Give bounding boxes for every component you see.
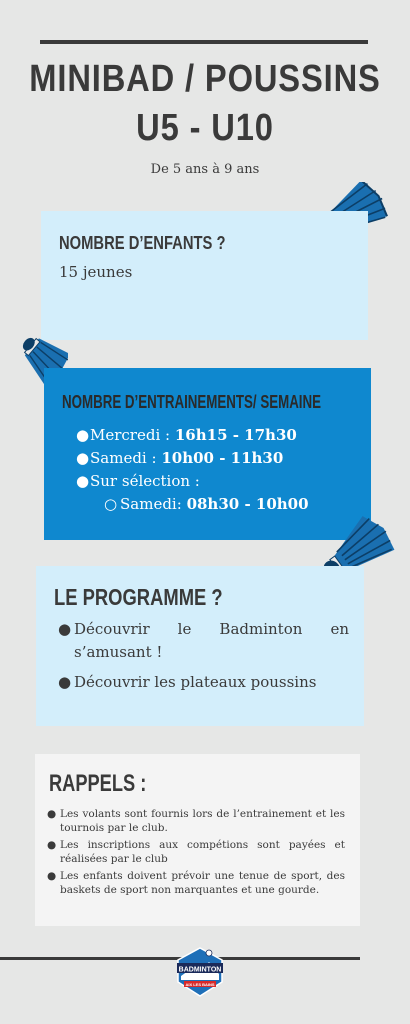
reminder-text: Les enfants doivent prévoir une tenue de sport, des baskets de sport non marquantes et une gourde. bbox=[60, 870, 345, 896]
club-logo bbox=[175, 946, 225, 998]
logo-subtext: AIX LES BAINS bbox=[185, 981, 215, 987]
schedule-day: Mercredi : bbox=[90, 426, 171, 444]
children-count-heading: NOMBRE D’ENFANTS ? bbox=[59, 233, 226, 253]
bullet-icon: ● bbox=[76, 472, 90, 490]
list-item bbox=[58, 671, 349, 694]
list-item bbox=[76, 470, 297, 493]
reminders-card bbox=[35, 754, 360, 926]
logo-text: BADMINTON bbox=[178, 966, 222, 974]
program-card bbox=[36, 566, 364, 726]
schedule-day: Sur sélection : bbox=[90, 472, 200, 490]
program-item-text: Découvrir le Badminton en s’amusant ! bbox=[74, 620, 349, 661]
page-title-line1: MINIBAD / POUSSINS bbox=[29, 58, 381, 100]
bullet-icon: ● bbox=[47, 808, 57, 820]
reminders-list bbox=[47, 807, 345, 900]
list-item bbox=[104, 493, 327, 516]
program-item-text: Découvrir les plateaux poussins bbox=[74, 673, 317, 691]
list-item bbox=[47, 838, 345, 866]
list-item bbox=[76, 424, 297, 447]
reminder-text: Les inscriptions aux compétions sont payées et réalisées par le club bbox=[60, 839, 345, 865]
schedule-time: 08h30 - 10h00 bbox=[186, 495, 309, 513]
children-count-card bbox=[41, 211, 368, 340]
bullet-icon: ● bbox=[58, 620, 72, 638]
hollow-bullet-icon: ○ bbox=[104, 495, 118, 513]
top-divider bbox=[40, 40, 368, 44]
page-title-line2: U5 - U10 bbox=[136, 107, 274, 149]
reminders-heading: RAPPELS : bbox=[49, 770, 147, 797]
training-schedule-heading: NOMBRE D’ENTRAINEMENTS/ SEMAINE bbox=[62, 392, 322, 412]
bullet-icon: ● bbox=[76, 449, 90, 467]
page-subtitle: De 5 ans à 9 ans bbox=[150, 162, 260, 177]
schedule-time: 16h15 - 17h30 bbox=[174, 426, 297, 444]
program-list bbox=[58, 618, 349, 701]
list-item bbox=[76, 447, 297, 470]
list-item bbox=[47, 869, 345, 897]
list-item bbox=[58, 618, 349, 664]
children-count-value: 15 jeunes bbox=[59, 263, 133, 281]
schedule-day: Samedi: bbox=[120, 495, 182, 513]
training-schedule-list bbox=[44, 424, 309, 516]
schedule-time: 10h00 - 11h30 bbox=[161, 449, 284, 467]
schedule-day: Samedi : bbox=[90, 449, 157, 467]
bullet-icon: ● bbox=[47, 870, 57, 882]
reminder-text: Les volants sont fournis lors de l’entrainement et les tournois par le club. bbox=[60, 808, 345, 834]
bullet-icon: ● bbox=[47, 839, 57, 851]
bullet-icon: ● bbox=[76, 426, 90, 444]
program-heading: LE PROGRAMME ? bbox=[54, 584, 223, 610]
list-item bbox=[47, 807, 345, 835]
bullet-icon: ● bbox=[58, 673, 72, 691]
